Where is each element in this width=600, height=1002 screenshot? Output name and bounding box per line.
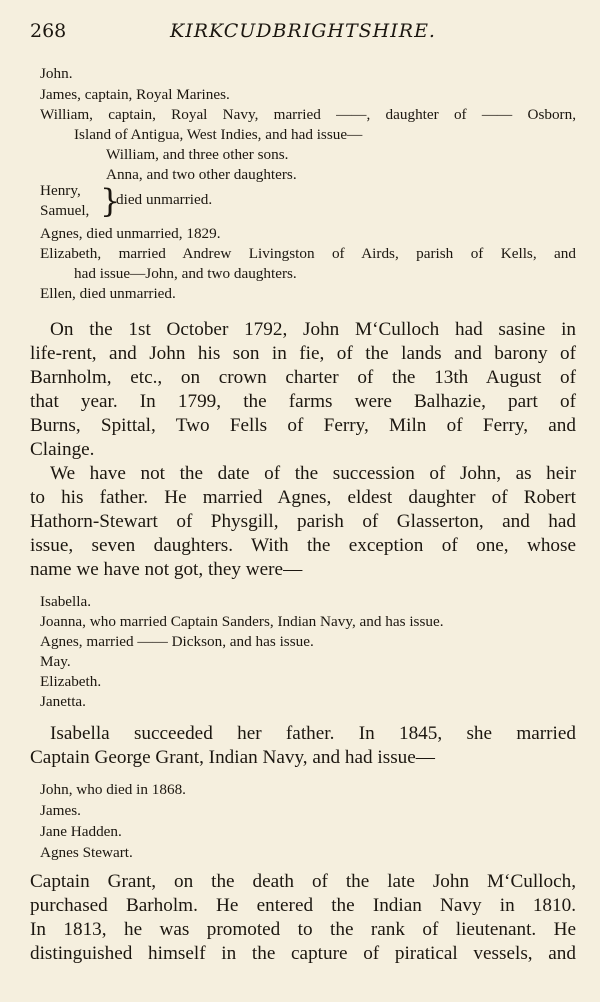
list-item: Samuel, xyxy=(40,202,90,219)
page-header xyxy=(30,18,575,48)
list-item: Isabella. xyxy=(40,593,92,610)
list-item: Agnes, married —— Dickson, and has issue. xyxy=(40,633,314,650)
list-item: Henry, xyxy=(40,182,81,199)
list-item: Agnes, died unmarried, 1829. xyxy=(40,225,221,242)
list-item: John. xyxy=(40,65,73,82)
paragraph-line: Clainge. xyxy=(30,439,95,460)
paragraph-line: purchased Barholm. He entered the Indian Navy in 1810. xyxy=(30,895,576,916)
page-number: 268 xyxy=(30,20,67,42)
list-item: Agnes Stewart. xyxy=(40,844,133,861)
paragraph-line: Barnholm, etc., on crown charter of the 13th August of xyxy=(30,367,576,388)
list-item: Elizabeth. xyxy=(40,673,102,690)
list-item: James. xyxy=(40,802,81,819)
paragraph-line: name we have not got, they were— xyxy=(30,559,303,580)
brace-glyph: } xyxy=(100,182,121,220)
paragraph-line: distinguished himself in the capture of piratical vessels, and xyxy=(30,943,576,964)
list-item: Jane Hadden. xyxy=(40,823,122,840)
paragraph-line: Captain George Grant, Indian Navy, and had issue— xyxy=(30,747,435,768)
list-item: May. xyxy=(40,653,71,670)
paragraph-line: Captain Grant, on the death of the late John M‘Culloch, xyxy=(30,871,576,892)
list-item: Elizabeth, married Andrew Livingston of Airds, parish of Kells, and xyxy=(40,245,576,262)
list-item-continuation: had issue—John, and two daughters. xyxy=(74,265,297,282)
paragraph-line: issue, seven daughters. With the exception of one, whose xyxy=(30,535,576,556)
list-item: John, who died in 1868. xyxy=(40,781,186,798)
brace-note: died unmarried. xyxy=(116,191,213,208)
running-title: KIRKCUDBRIGHTSHIRE. xyxy=(170,20,436,42)
list-item: James, captain, Royal Marines. xyxy=(40,86,230,103)
list-item: Janetta. xyxy=(40,693,86,710)
paragraph-line: Burns, Spittal, Two Fells of Ferry, Miln of Ferry, and xyxy=(30,415,576,436)
list-subitem: Anna, and two other daughters. xyxy=(106,166,297,183)
paragraph-line: In 1813, he was promoted to the rank of lieutenant. He xyxy=(30,919,576,940)
list-item-continuation: Island of Antigua, West Indies, and had issue— xyxy=(74,126,363,143)
paragraph-line: We have not the date of the succession of John, as heir xyxy=(50,463,576,484)
paragraph-line: On the 1st October 1792, John M‘Culloch had sasine in xyxy=(50,319,576,340)
paragraph-line: Hathorn-Stewart of Physgill, parish of Glasserton, and had xyxy=(30,511,576,532)
paragraph-line: life-rent, and John his son in fie, of the lands and barony of xyxy=(30,343,576,364)
list-item: William, captain, Royal Navy, married ——, daughter of —— Osborn, xyxy=(40,106,576,123)
paragraph-line: to his father. He married Agnes, eldest daughter of Robert xyxy=(30,487,576,508)
list-item: Ellen, died unmarried. xyxy=(40,285,176,302)
brace-group xyxy=(40,181,300,225)
paragraph-line: Isabella succeeded her father. In 1845, she married xyxy=(50,723,576,744)
paragraph-line: that year. In 1799, the farms were Balhazie, part of xyxy=(30,391,576,412)
list-item: Joanna, who married Captain Sanders, Indian Navy, and has issue. xyxy=(40,613,444,630)
list-subitem: William, and three other sons. xyxy=(106,146,289,163)
